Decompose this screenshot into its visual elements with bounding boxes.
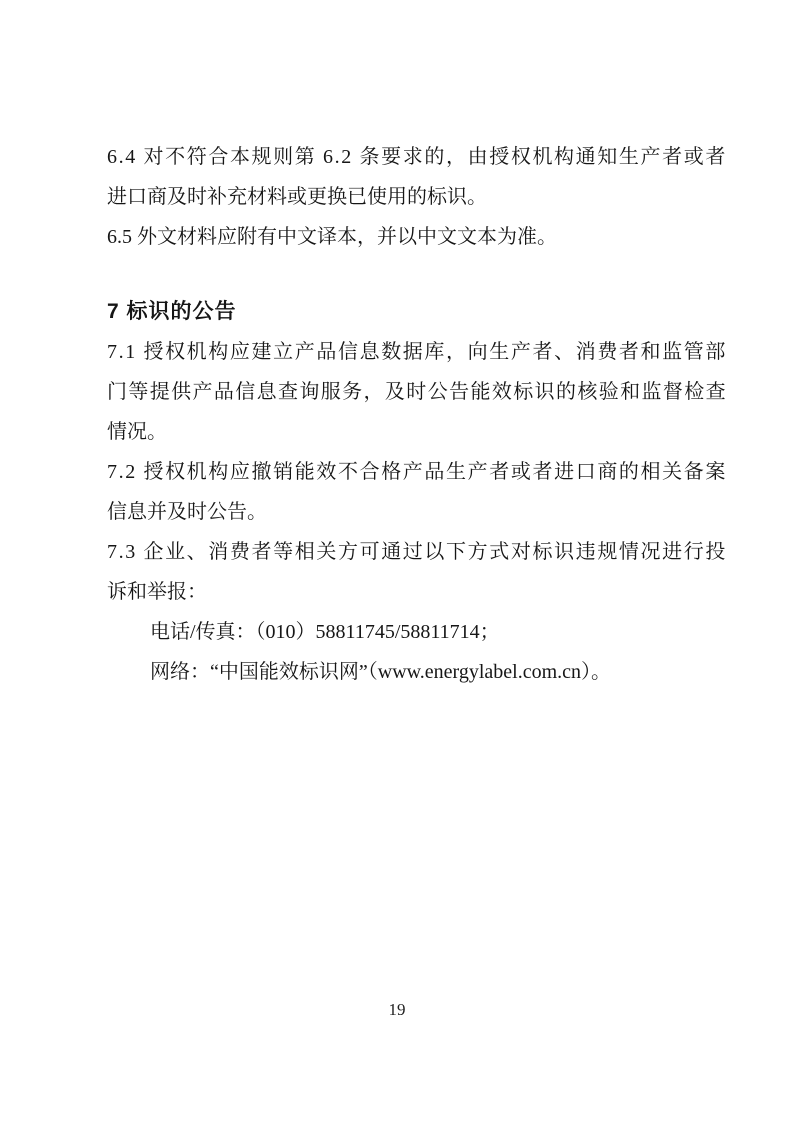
- section-7-heading: 7 标识的公告: [107, 300, 237, 323]
- para-7-3-line-1: [107, 532, 727, 572]
- para-7-2-line-1-text: 7.2 授权机构应撤销能效不合格产品生产者或者进口商的相关备案: [107, 461, 727, 483]
- para-6-4-line-1: [107, 137, 727, 177]
- para-7-2-line-1: [107, 452, 727, 492]
- para-7-1-line-1-text: 7.1 授权机构应建立产品信息数据库，向生产者、消费者和监管部: [107, 341, 727, 363]
- para-6-4-line-2-text: 进口商及时补充材料或更换已使用的标识。: [107, 186, 487, 208]
- text-block: [107, 137, 727, 692]
- contact-web-text: 网络：“中国能效标识网”（www.energylabel.com.cn）。: [150, 661, 612, 683]
- page-number: 19: [388, 1000, 406, 1019]
- section-gap: [107, 257, 727, 292]
- para-7-1-line-3-text: 情况。: [107, 421, 167, 443]
- para-7-3-line-1-text: 7.3 企业、消费者等相关方可通过以下方式对标识违规情况进行投: [107, 541, 727, 563]
- para-7-1-line-3: [107, 412, 727, 452]
- para-6-4-line-2: [107, 177, 727, 217]
- para-7-3-line-2: [107, 572, 727, 612]
- para-7-1-line-2: [107, 372, 727, 412]
- contact-phone-text: 电话/传真：（010）58811745/58811714；: [150, 621, 500, 643]
- contact-web-line: [107, 652, 727, 692]
- para-7-3-line-2-text: 诉和举报：: [107, 581, 207, 603]
- para-7-2-line-2-text: 信息并及时公告。: [107, 501, 267, 523]
- para-7-2-line-2: [107, 492, 727, 532]
- para-6-5-line-1-text: 6.5 外文材料应附有中文译本，并以中文文本为准。: [107, 226, 557, 248]
- para-6-5-line-1: [107, 217, 727, 257]
- para-7-1-line-1: [107, 332, 727, 372]
- contact-phone-line: [107, 612, 727, 652]
- para-6-4-line-1-text: 6.4 对不符合本规则第 6.2 条要求的，由授权机构通知生产者或者: [107, 146, 727, 168]
- para-7-1-line-2-text: 门等提供产品信息查询服务，及时公告能效标识的核验和监督检查: [107, 381, 727, 403]
